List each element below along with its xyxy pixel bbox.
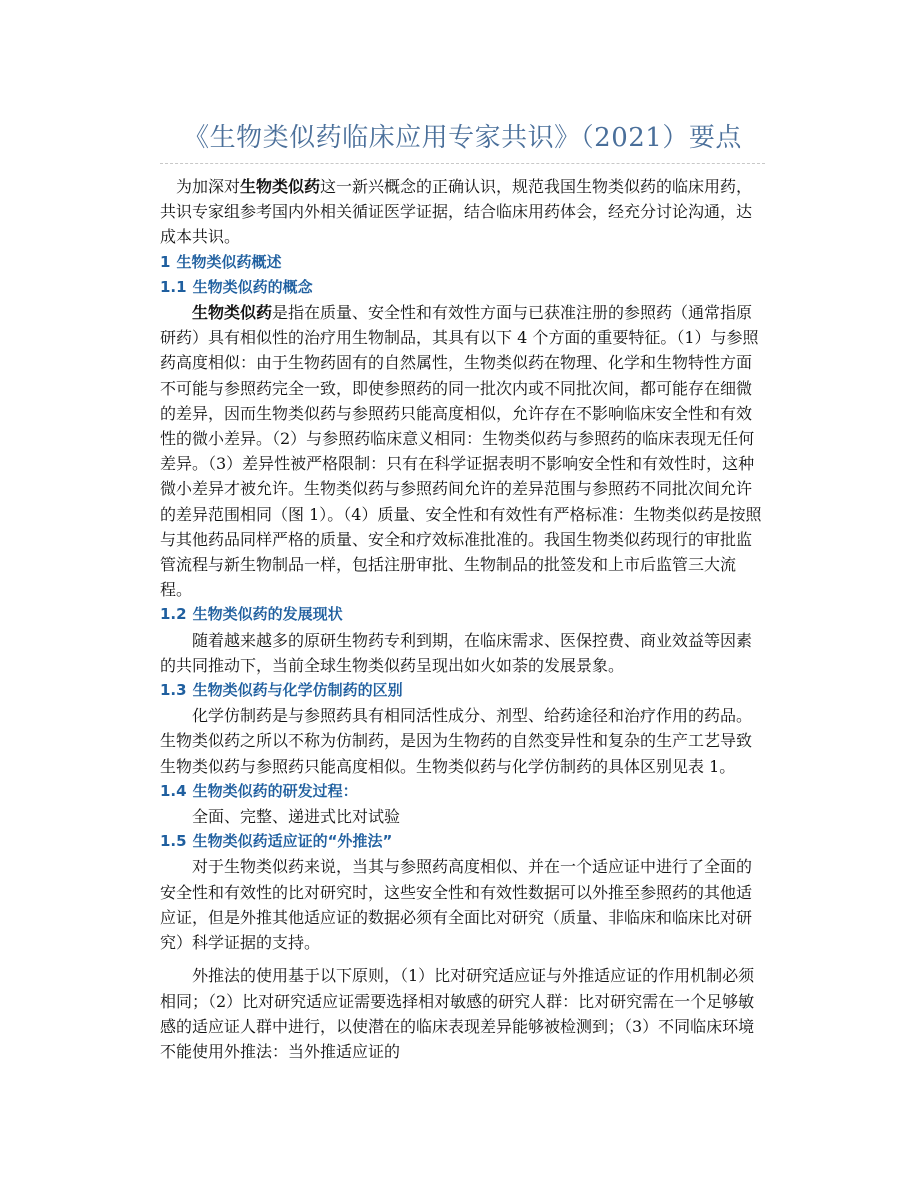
section-1-1-title: 生物类似药的概念	[192, 277, 313, 296]
section-1-3-title: 生物类似药与化学仿制药的区别	[192, 681, 403, 700]
title-divider	[160, 163, 765, 164]
section-1-5-number: 1.5	[160, 832, 187, 851]
section-1-3-paragraph: 化学仿制药是与参照药具有相同活性成分、剂型、给药途径和治疗作用的药品。生物类似药之所以不称为仿制药，是因为生物药的自然变异性和复杂的生产工艺导致生物类似药与参照药只能高度相似。生物类似药与化学仿制药的具体区别见表 1。	[160, 706, 753, 776]
intro-strong-term: 生物类似药	[240, 177, 321, 196]
section-1-3-heading	[160, 678, 765, 703]
section-1-title: 生物类似药概述	[176, 252, 282, 271]
section-1-1-paragraph	[160, 300, 765, 602]
section-1-4-heading	[160, 779, 765, 804]
document-body	[160, 174, 765, 1064]
section-1-5-heading	[160, 829, 765, 854]
section-1-3-number: 1.3	[160, 681, 187, 700]
section-1-number: 1	[160, 252, 171, 271]
section-1-2-number: 1.2	[160, 605, 187, 624]
section-1-2-paragraph: 随着越来越多的原研生物药专利到期，在临床需求、医保控费、商业效益等因素的共同推动下，当前全球生物类似药呈现出如火如荼的发展景象。	[160, 630, 753, 675]
section-1-heading	[160, 250, 765, 275]
intro-after: 这一新兴概念的正确认识，规范我国生物类似药的临床用药，共识专家组参考国内外相关循证医学证据，结合临床用药体会，经充分讨论沟通，达成本共识。	[160, 177, 753, 247]
document-title: 《生物类似药临床应用专家共识》（2021）要点	[183, 123, 742, 153]
section-1-1-text: 是指在质量、安全性和有效性方面与已获准注册的参照药（通常指原研药）具有相似性的治疗用生物制品，其具有以下 4 个方面的重要特征。（1）与参照药高度相似：由于生物药固有的自然属性，生物类似药在物理、化学和生物特性方面不可能与参照药完全一致，即使参照药的同一批次内或不同批次间，都可能存在细微的差异，因而生物类似药与参照药只能高度相似，允许存在不影响临床安全性和有效性的微小差异。（2）与参照药临床意义相同：生物类似药与参照药的临床表现无任何差异。（3）差异性被严格限制：只有在科学证据表明不影响安全性和有效性时，这种微小差异才被允许。生物类似药与参照药间允许的差异范围与参照药不同批次间允许的差异范围相同（图 1）。（4）质量、安全性和有效性有严格标准：生物类似药是按照与其他药品同样严格的质量、安全和疗效标准批准的。我国生物类似药现行的审批监管流程与新生物制品一样，包括注册审批、生物制品的批签发和上市后监管三大流程。	[160, 303, 762, 600]
section-1-4-paragraph: 全面、完整、递进式比对试验	[192, 807, 401, 827]
section-1-4-number: 1.4	[160, 781, 187, 800]
intro-before: 为加深对	[176, 177, 241, 196]
section-1-5-title: 生物类似药适应证的“外推法”	[192, 832, 393, 851]
section-1-2-title: 生物类似药的发展现状	[192, 605, 343, 624]
section-1-5-paragraph-1: 对于生物类似药来说，当其与参照药高度相似、并在一个适应证中进行了全面的安全性和有效性的比对研究时，这些安全性和有效性数据可以外推至参照药的其他适应证，但是外推其他适应证的数据必须有全面比对研究（质量、非临床和临床比对研究）科学证据的支持。	[160, 857, 753, 953]
section-1-1-strong-term: 生物类似药	[192, 303, 273, 323]
section-1-5-paragraph-2: 外推法的使用基于以下原则，（1）比对研究适应证与外推适应证的作用机制必须相同；（2）比对研究适应证需要选择相对敏感的研究人群：比对研究需在一个足够敏感的适应证人群中进行，以使潜在的临床表现差异能够被检测到；（3）不同临床环境不能使用外推法：当外推适应证的	[160, 966, 755, 1061]
intro-paragraph	[160, 174, 765, 250]
section-1-4-title: 生物类似药的研发过程：	[192, 781, 358, 800]
section-1-1-number: 1.1	[160, 277, 187, 296]
paragraph-gap	[160, 955, 765, 963]
section-1-1-heading	[160, 275, 765, 300]
section-1-2-heading	[160, 602, 765, 627]
